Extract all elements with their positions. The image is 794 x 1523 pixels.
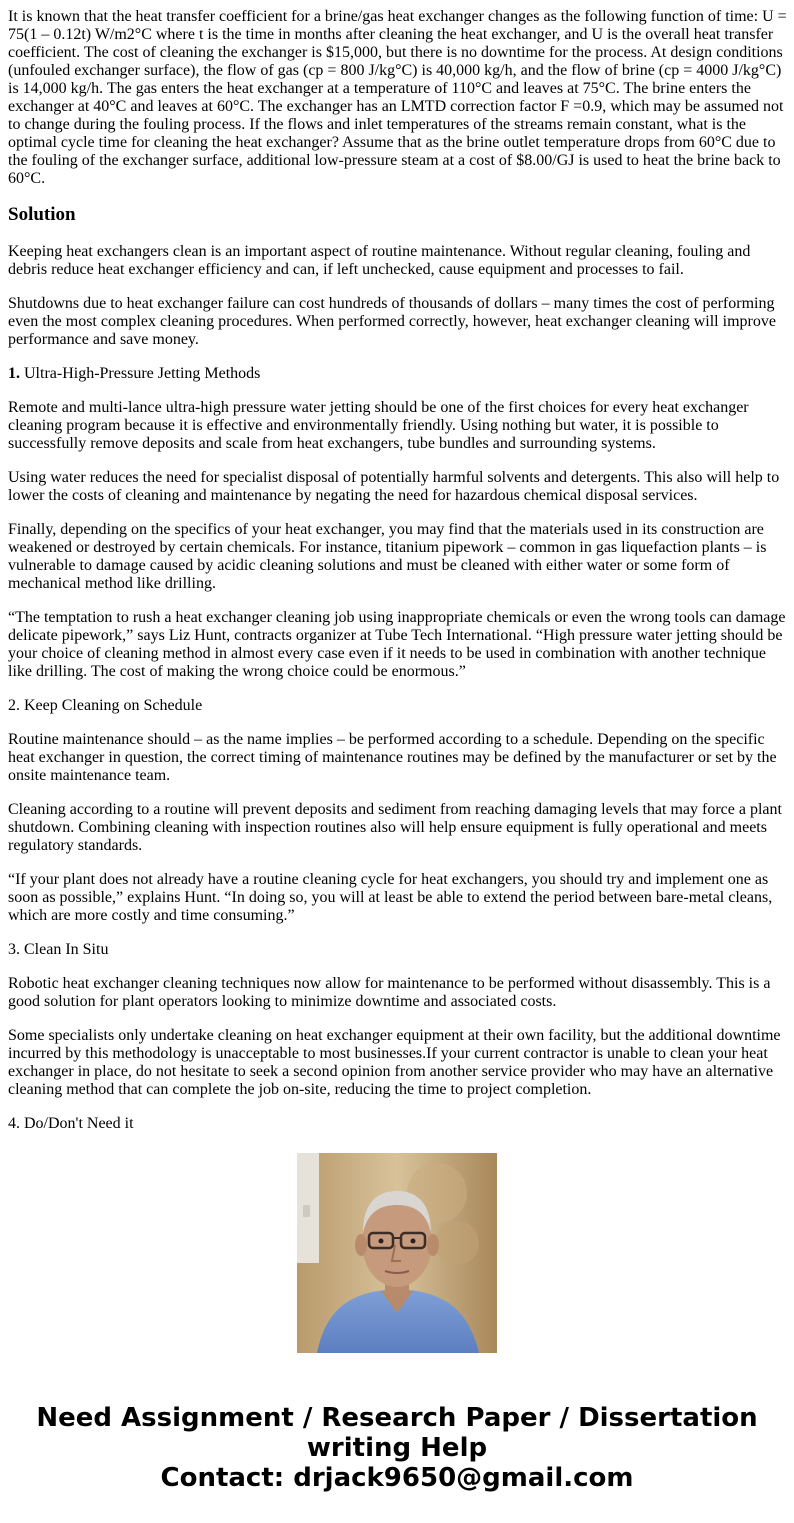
solution-heading: Solution xyxy=(8,204,76,225)
paragraph: Routine maintenance should – as the name implies – be performed according to a schedule. Depending on the specific heat exchanger in question, the correct timing of maintenance routines may be defined by the manufacturer or set by the onsite maintenance team. xyxy=(8,731,777,784)
promo-line: Need Assignment / Research Paper / Dissertation xyxy=(36,1403,758,1433)
section-heading-2: 2. Keep Cleaning on Schedule xyxy=(8,697,203,714)
section-number: 1. xyxy=(8,365,20,382)
paragraph: Shutdowns due to heat exchanger failure can cost hundreds of thousands of dollars – many times the cost of performing even the most complex cleaning procedures. When performed correctly, however, heat exchanger cleaning will improve performance and save money. xyxy=(8,295,776,348)
quote-paragraph: “The temptation to rush a heat exchanger cleaning job using inappropriate chemicals or even the wrong tools can damage delicate pipework,” says Liz Hunt, contracts organizer at Tube Tech International. “High pressure water jetting should be your choice of cleaning method in almost every case even if it needs to be used in combination with another technique like drilling. The cost of making the wrong choice could be enormous.” xyxy=(8,609,786,680)
author-avatar xyxy=(297,1153,497,1353)
promo-line: writing Help xyxy=(306,1433,488,1463)
question-text: It is known that the heat transfer coefficient for a brine/gas heat exchanger changes as the following function of time: U = 75(1 – 0.12t) W/m2°C where t is the time in months after cleaning the heat exchanger, and U is the overall heat transfer coefficient. The cost of cleaning the exchanger is $15,000, but there is no downtime for the process. At design conditions (unfouled exchanger surface), the flow of gas (cp = 800 J/kg°C) is 40,000 kg/h, and the flow of brine (cp = 4000 J/kg°C) is 14,000 kg/h. The gas enters the heat exchanger at a temperature of 110°C and leaves at 75°C. The brine enters the exchanger at 40°C and leaves at 60°C. The exchanger has an LMTD correction factor F =0.9, which may be assumed not to change during the fouling process. If the flows and inlet temperatures of the streams remain constant, what is the optimal cycle time for cleaning the heat exchanger? Assume that as the brine outlet temperature drops from 60°C due to the fouling of the exchanger surface, additional low-pressure steam at a cost of $8.00/GJ is used to heat the brine back to 60°C. xyxy=(8,8,787,187)
paragraph: Finally, depending on the specifics of your heat exchanger, you may find that the materials used in its construction are weakened or destroyed by certain chemicals. For instance, titanium pipework – common in gas liquefaction plants – is vulnerable to damage caused by acidic cleaning solutions and must be cleaned with either water or some form of mechanical method like drilling. xyxy=(8,521,767,592)
paragraph: Some specialists only undertake cleaning on heat exchanger equipment at their own facility, but the additional downtime incurred by this methodology is unacceptable to most businesses.If your current contractor is unable to clean your heat exchanger in place, do not hesitate to seek a second opinion from another service provider who may have an alternative cleaning method that can complete the job on-site, reducing the time to project completion. xyxy=(8,1027,781,1098)
section-heading-1 xyxy=(8,365,787,383)
promo-banner xyxy=(0,1403,794,1493)
author-photo-icon xyxy=(297,1153,497,1353)
quote-paragraph: “If your plant does not already have a routine cleaning cycle for heat exchangers, you should try and implement one as soon as possible,” explains Hunt. “In doing so, you will at least be able to extend the period between bare-metal cleans, which are more costly and time consuming.” xyxy=(8,871,773,924)
section-heading-3: 3. Clean In Situ xyxy=(8,941,109,958)
section-title: Ultra-High-Pressure Jetting Methods xyxy=(20,365,261,382)
paragraph: Cleaning according to a routine will prevent deposits and sediment from reaching damaging levels that may force a plant shutdown. Combining cleaning with inspection routines also will help ensure equipment is fully operational and meets regulatory standards. xyxy=(8,801,782,854)
paragraph: Remote and multi-lance ultra-high pressure water jetting should be one of the first choices for every heat exchanger cleaning program because it is effective and environmentally friendly. Using nothing but water, it is possible to successfully remove deposits and scale from heat exchangers, tube bundles and surrounding systems. xyxy=(8,399,749,452)
section-heading-4: 4. Do/Don't Need it xyxy=(8,1115,134,1132)
paragraph: Robotic heat exchanger cleaning techniques now allow for maintenance to be performed without disassembly. This is a good solution for plant operators looking to minimize downtime and associated costs. xyxy=(8,975,771,1010)
promo-contact: Contact: drjack9650@gmail.com xyxy=(160,1463,634,1493)
paragraph: Keeping heat exchangers clean is an important aspect of routine maintenance. Without regular cleaning, fouling and debris reduce heat exchanger efficiency and can, if left unchecked, cause equipment and processes to fail. xyxy=(8,243,751,278)
article-content xyxy=(8,8,787,1132)
paragraph: Using water reduces the need for specialist disposal of potentially harmful solvents and detergents. This also will help to lower the costs of cleaning and maintenance by negating the need for hazardous chemical disposal services. xyxy=(8,469,780,504)
